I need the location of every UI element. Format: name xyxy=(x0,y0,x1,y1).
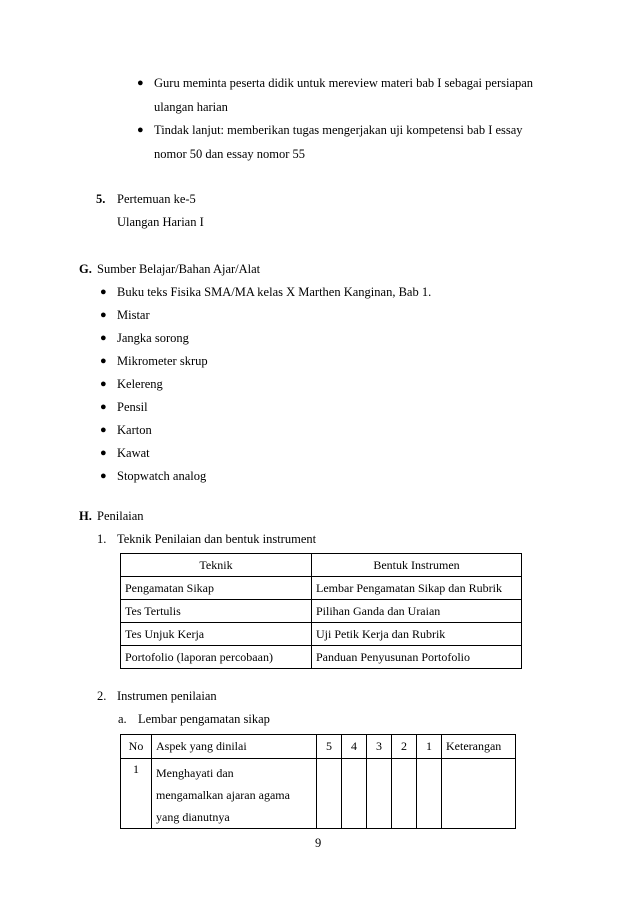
aspect-line: mengamalkan ajaran agama xyxy=(156,788,290,802)
page-number: 9 xyxy=(315,836,322,850)
meeting-subtitle: Ulangan Harian I xyxy=(117,215,204,229)
table-row xyxy=(121,623,522,646)
aspect-line: yang dianutnya xyxy=(156,810,230,824)
table-cell: Pilihan Ganda dan Uraian xyxy=(312,600,522,623)
table-cell xyxy=(367,759,392,829)
sub-a-letter: a. xyxy=(118,712,127,726)
table-header-row xyxy=(121,554,522,577)
table-row xyxy=(121,646,522,669)
table-cell: Portofolio (laporan percobaan) xyxy=(121,646,312,669)
table-header-cell: 5 xyxy=(317,735,342,759)
table-header-cell: Bentuk Instrumen xyxy=(312,554,522,577)
table-cell: Lembar Pengamatan Sikap dan Rubrik xyxy=(312,577,522,600)
table-cell: Tes Tertulis xyxy=(121,600,312,623)
meeting-title: Pertemuan ke-5 xyxy=(117,192,196,206)
item-2-title: Instrumen penilaian xyxy=(117,689,217,703)
sub-a-title: Lembar pengamatan sikap xyxy=(138,712,270,726)
table-header-cell: 2 xyxy=(392,735,417,759)
table-header-cell: Aspek yang dinilai xyxy=(152,735,317,759)
section-g-title: Sumber Belajar/Bahan Ajar/Alat xyxy=(97,262,261,276)
bullet-icon: ● xyxy=(100,286,107,298)
table-cell: Tes Unjuk Kerja xyxy=(121,623,312,646)
list-item: Kelereng xyxy=(117,377,163,391)
bullet-text: Tindak lanjut: memberikan tugas mengerjakan uji kompetensi bab I essay xyxy=(154,123,523,137)
bullet-text-continued: ulangan harian xyxy=(154,100,228,114)
list-item: Buku teks Fisika SMA/MA kelas X Marthen Kanginan, Bab 1. xyxy=(117,285,432,299)
bullet-icon: ● xyxy=(100,309,107,321)
list-item: Stopwatch analog xyxy=(117,469,207,483)
list-item: Mistar xyxy=(117,308,150,322)
bullet-text-continued: nomor 50 dan essay nomor 55 xyxy=(154,147,306,161)
item-2-number: 2. xyxy=(97,689,107,703)
table-header-cell: Keterangan xyxy=(442,735,516,759)
table-row xyxy=(121,600,522,623)
table-row xyxy=(121,759,516,829)
table-cell xyxy=(342,759,367,829)
table-row xyxy=(121,577,522,600)
table-cell: 1 xyxy=(121,759,152,829)
table-header-cell: 4 xyxy=(342,735,367,759)
table-header-cell: 3 xyxy=(367,735,392,759)
bullet-icon: ● xyxy=(100,355,107,367)
table-header-cell: 1 xyxy=(417,735,442,759)
table-cell xyxy=(442,759,516,829)
section-g-letter: G. xyxy=(79,262,92,276)
table-header-cell: No xyxy=(121,735,152,759)
section-h-title: Penilaian xyxy=(97,509,144,523)
bullet-icon: ● xyxy=(137,124,144,136)
item-1-title: Teknik Penilaian dan bentuk instrument xyxy=(117,532,317,546)
table-cell: Panduan Penyusunan Portofolio xyxy=(312,646,522,669)
table-cell-aspect xyxy=(152,759,317,829)
bullet-icon: ● xyxy=(100,447,107,459)
table-header-cell: Teknik xyxy=(121,554,312,577)
list-item: Jangka sorong xyxy=(117,331,189,345)
bullet-icon: ● xyxy=(100,401,107,413)
table-cell: Pengamatan Sikap xyxy=(121,577,312,600)
bullet-icon: ● xyxy=(100,424,107,436)
list-item: Mikrometer skrup xyxy=(117,354,208,368)
attitude-table xyxy=(120,734,516,829)
item-1-number: 1. xyxy=(97,532,107,546)
bullet-text: Guru meminta peserta didik untuk mereview materi bab I sebagai persiapan xyxy=(154,76,534,90)
list-item: Kawat xyxy=(117,446,150,460)
technique-table xyxy=(120,553,522,669)
table-cell xyxy=(392,759,417,829)
table-cell xyxy=(317,759,342,829)
bullet-icon: ● xyxy=(100,332,107,344)
list-item: Pensil xyxy=(117,400,148,414)
section-h-letter: H. xyxy=(79,509,92,523)
bullet-icon: ● xyxy=(100,378,107,390)
bullet-icon: ● xyxy=(137,77,144,89)
table-header-row xyxy=(121,735,516,759)
bullet-icon: ● xyxy=(100,470,107,482)
aspect-line: Menghayati dan xyxy=(156,766,234,780)
meeting-number: 5. xyxy=(96,192,106,206)
table-cell xyxy=(417,759,442,829)
table-cell: Uji Petik Kerja dan Rubrik xyxy=(312,623,522,646)
list-item: Karton xyxy=(117,423,152,437)
